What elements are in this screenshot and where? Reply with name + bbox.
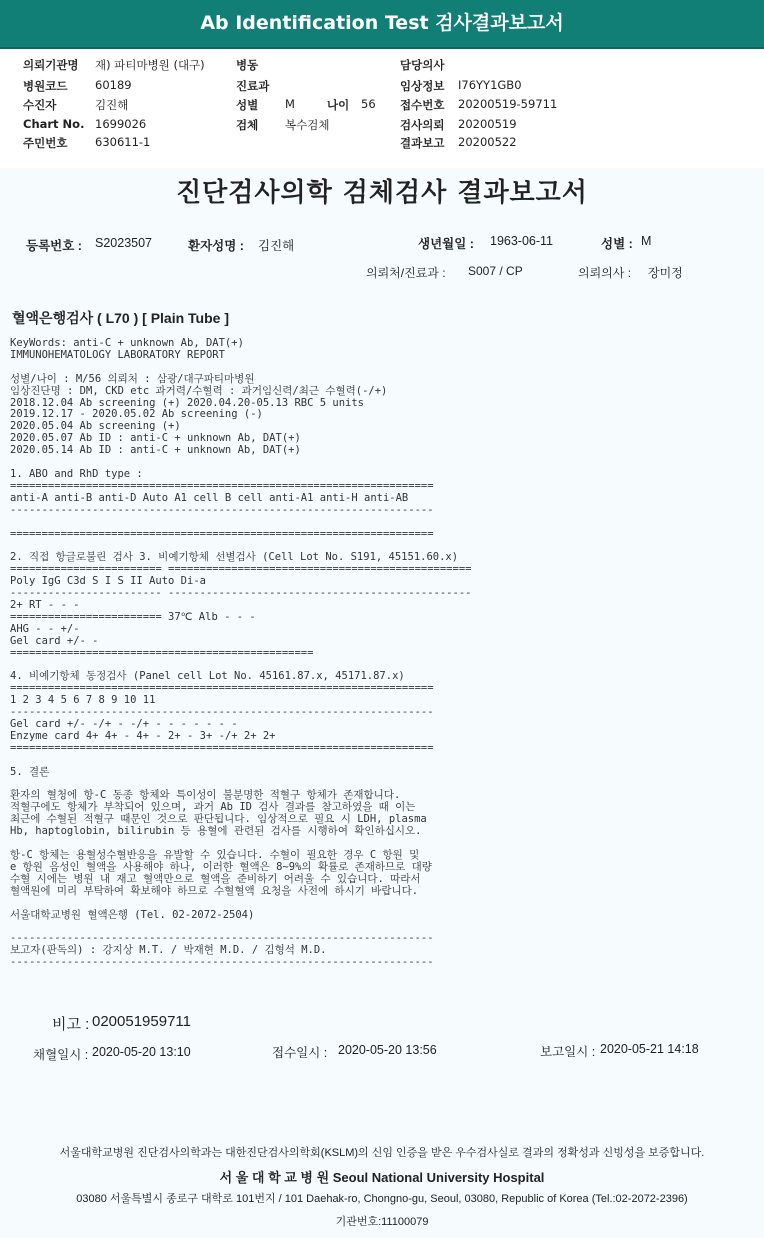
- institution-number: 기관번호:11100079: [335, 1216, 429, 1228]
- report-line: [10, 517, 760, 529]
- report-line: anti-A anti-B anti-D Auto A1 cell B cell anti-A1 anti-H anti-AB: [10, 491, 409, 504]
- note-value: 020051959711: [92, 1013, 191, 1030]
- report-line: 1. ABO and RhD type :: [10, 467, 143, 480]
- hospital-code-value: 60189: [95, 78, 132, 92]
- report-banner-title: Ab Identification Test 검사결과보고서: [0, 0, 764, 49]
- report-time-value: 2020-05-21 14:18: [600, 1042, 699, 1056]
- referring-doctor-value: 장미정: [648, 266, 683, 280]
- report-line: AHG - - +/-: [10, 622, 80, 635]
- report-line: KeyWords: anti-C + unknown Ab, DAT(+): [10, 337, 244, 349]
- age-label: 나이: [327, 98, 350, 112]
- institution-label: 의뢰기관명: [23, 58, 79, 72]
- report-line: -------------------------------------------------------------------: [10, 956, 434, 969]
- report-line: ===================================================================: [10, 741, 434, 754]
- report-line: 2. 직접 항글로불린 검사 3. 비예기항체 선별검사 (Cell Lot No. S191, 45151.60.x): [10, 551, 459, 564]
- hospital-name: 서 울 대 학 교 병 원 Seoul National University Hospital: [219, 1170, 545, 1185]
- certification-statement: 서울대학교병원 진단검사의학과는 대한진단검사의학회(KSLM)의 신임 인증을 받은 우수검사실로 결과의 정확성과 신빙성을 보증합니다.: [59, 1147, 705, 1159]
- report-line: ===================================================================: [10, 682, 434, 695]
- request-date-value: 20200519: [458, 117, 517, 131]
- patient-value: 김진해: [95, 98, 129, 112]
- report-line: 최근에 수혈된 적혈구 때문인 것으로 판단됩니다. 임상적으로 필요 시 LDH, plasma: [10, 813, 427, 826]
- specimen-label: 검체: [236, 118, 259, 132]
- lab-report-document: [0, 168, 764, 1238]
- report-line: 4. 비예기항체 동정검사 (Panel cell Lot No. 45161.87.x, 45171.87.x): [10, 670, 405, 683]
- sex-value-doc: M: [641, 234, 652, 248]
- sex-value: M: [285, 97, 295, 111]
- report-line: Hb, haptoglobin, bilirubin 등 용혈에 관련된 검사를 시행하여 확인하십시오.: [10, 825, 422, 838]
- report-line: 5. 결론: [10, 765, 50, 778]
- specimen-value: 복수검체: [285, 118, 330, 132]
- note-label: 비고 :: [52, 1016, 90, 1033]
- report-line: ------------------------ ------------------------------------------------: [10, 587, 472, 600]
- collection-time-value: 2020-05-20 13:10: [92, 1045, 191, 1059]
- report-line: 2018.12.04 Ab screening (+) 2020.04.20-05.13 RBC 5 units: [10, 396, 365, 409]
- institution-value: 재) 파티마병원 (대구): [95, 58, 205, 72]
- reception-no-value: 20200519-59711: [458, 97, 558, 111]
- report-line: ================================================: [10, 646, 314, 659]
- patient-name-label: 환자성명 :: [188, 239, 244, 253]
- document-title: 진단검사의학 검체검사 결과보고서: [176, 178, 588, 208]
- report-line: Gel card +/- -/+ - -/+ - - - - - - -: [10, 718, 238, 730]
- referring-doctor-label: 의뢰의사 :: [578, 266, 632, 280]
- report-line: 2020.05.04 Ab screening (+): [10, 420, 181, 433]
- patient-label: 수진자: [23, 98, 57, 112]
- chart-no-label: Chart No.: [23, 117, 85, 131]
- report-line: 1 2 3 4 5 6 7 8 9 10 11: [10, 694, 156, 707]
- report-line: 성별/나이 : M/56 의뢰처 : 삼광/대구파티마병원: [10, 372, 255, 385]
- report-line: 적혈구에도 항체가 부착되어 있으며, 과거 Ab ID 검사 결과를 참고하였을 때 이는: [10, 801, 416, 814]
- receipt-time-label: 접수일시 :: [272, 1046, 328, 1060]
- dept-label: 진료과: [236, 79, 270, 93]
- rrn-label: 주민번호: [23, 136, 68, 150]
- report-line: -------------------------------------------------------------------: [10, 932, 434, 945]
- clinical-info-label: 임상정보: [400, 79, 445, 93]
- report-line: 보고자(판독의) : 강지상 M.T. / 박재현 M.D. / 김형석 M.D.: [10, 944, 327, 957]
- report-line: 혈액원에 미리 부탁하여 확보해야 하므로 수혈혈액 요청을 사전에 하시기 바랍니다.: [10, 884, 419, 897]
- report-header: [0, 50, 764, 160]
- doctor-label: 담당의사: [400, 58, 445, 72]
- report-line: ===================================================================: [10, 527, 434, 540]
- hospital-address: 03080 서울특별시 종로구 대학로 101번지 / 101 Daehak-ro, Chongno-gu, Seoul, 03080, Republic of Korea (Tel.:02-2072-2396): [76, 1193, 688, 1205]
- receipt-time-value: 2020-05-20 13:56: [338, 1043, 437, 1057]
- collection-time-label: 채혈일시 :: [33, 1048, 89, 1062]
- section-title: 혈액은행검사 ( L70 ) [ Plain Tube ]: [12, 310, 230, 326]
- reception-no-label: 접수번호: [400, 98, 445, 112]
- report-line: 2019.12.17 - 2020.05.02 Ab screening (-): [10, 408, 263, 421]
- report-line: e 항원 음성인 혈액을 사용해야 하나, 이러한 혈액은 8~9%의 확률로 존재하므로 대량: [10, 860, 432, 873]
- report-line: 서울대학교병원 혈액은행 (Tel. 02-2072-2504): [10, 908, 255, 921]
- patient-name-value: 김진해: [258, 239, 295, 253]
- dob-value: 1963-06-11: [490, 234, 554, 248]
- sex-label: 성별: [236, 98, 259, 112]
- report-line: [10, 362, 760, 374]
- report-line: 2020.05.07 Ab ID : anti-C + unknown Ab, DAT(+): [10, 432, 301, 445]
- report-line: 임상진단명 : DM, CKD etc 과거력/수혈력 : 과거임신력/최근 수혈력(-/+): [10, 384, 388, 397]
- report-line: Enzyme card 4+ 4+ - 4+ - 2+ - 3+ -/+ 2+ 2+: [10, 729, 276, 742]
- report-line: -------------------------------------------------------------------: [10, 503, 434, 516]
- report-line: 수혈 시에는 병원 내 재고 혈액만으로 혈액을 준비하기 어려울 수 있습니다. 따라서: [10, 872, 421, 885]
- report-line: 2020.05.14 Ab ID : anti-C + unknown Ab, DAT(+): [10, 444, 301, 457]
- report-line: [10, 898, 760, 910]
- report-date-value: 20200522: [458, 135, 517, 149]
- report-line: Gel card +/- -: [10, 634, 99, 647]
- hospital-code-label: 병원코드: [23, 79, 68, 93]
- report-line: [10, 755, 760, 767]
- clinical-info-value: I76YY1GB0: [458, 78, 522, 92]
- dept-value-doc: S007 / CP: [468, 264, 523, 278]
- report-line: ======================== ================================================: [10, 563, 472, 576]
- reg-no-label: 등록번호 :: [26, 239, 82, 253]
- report-body: [10, 338, 760, 969]
- report-line: -------------------------------------------------------------------: [10, 706, 434, 719]
- age-value: 56: [361, 97, 376, 111]
- rrn-value: 630611-1: [95, 135, 151, 149]
- reg-no-value: S2023507: [95, 236, 153, 250]
- report-time-label: 보고일시 :: [540, 1045, 596, 1059]
- ward-label: 병동: [236, 58, 259, 72]
- report-line: 2+ RT - - -: [10, 598, 80, 611]
- report-date-label: 결과보고: [400, 136, 445, 150]
- dob-label: 생년월일 :: [418, 237, 474, 251]
- dept-label-doc: 의뢰처/진료과 :: [366, 266, 446, 280]
- report-line: 환자의 혈청에 항-C 동종 항체와 특이성이 불분명한 적혈구 항체가 존재합니다.: [10, 789, 401, 802]
- report-line: 항-C 항체는 용혈성수혈반응을 유발할 수 있습니다. 수혈이 필요한 경우 C 항원 및: [10, 848, 420, 861]
- report-line: ===================================================================: [10, 479, 434, 492]
- chart-no-value: 1699026: [95, 117, 147, 131]
- request-date-label: 검사의뢰: [400, 118, 445, 132]
- report-line: IMMUNOHEMATOLOGY LABORATORY REPORT: [10, 348, 225, 361]
- report-line: ======================== 37℃ Alb - - -: [10, 610, 256, 623]
- sex-label-doc: 성별 :: [601, 237, 633, 251]
- report-line: Poly IgG C3d S I S II Auto Di-a: [10, 575, 206, 588]
